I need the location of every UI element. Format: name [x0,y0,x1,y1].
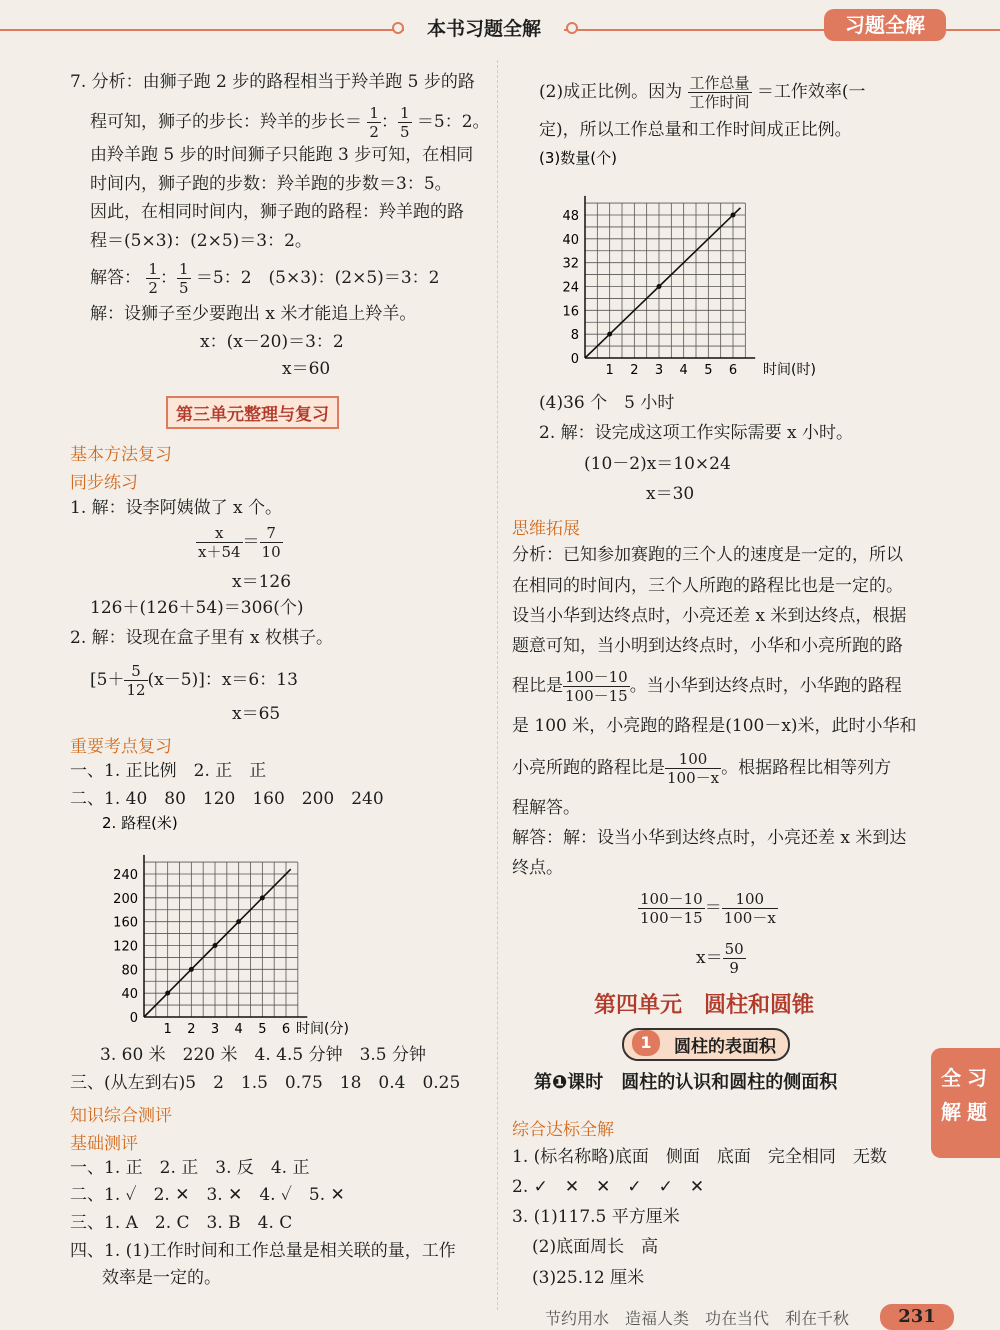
distance-time-chart [80,810,380,1040]
frac-num: 100－10 [565,668,628,686]
thinking-line5-a: 程比是 [512,676,563,696]
unit4-title: 第四单元 圆柱和圆锥 [594,993,815,1018]
frac-den: 5 [399,123,410,141]
x-tick-label: 6 [728,363,738,378]
basic-line3: 三、1. A 2. C 3. B 4. C [70,1213,293,1233]
p1-equation3: 126＋(126＋54)＝306(个) [90,598,304,618]
frac-num: 1 [178,260,189,278]
frac-num: 100 [665,750,721,769]
frac-num: 100－10 [640,890,703,908]
fraction-five-twelfths [124,662,147,699]
p2-eq-part2: (x－5)]：x＝6：13 [147,670,298,690]
y-tick-label: 240 [113,868,138,883]
basic-eval-heading: 基础测评 [70,1134,138,1154]
sync-practice-heading: 同步练习 [70,473,138,493]
x-tick-label: 4 [679,363,688,378]
x-tick-label: 5 [704,363,713,378]
x-axis-label: 时间(时) [763,362,816,378]
lesson-pill [622,1028,790,1061]
fraction-race1 [563,668,630,705]
lesson-number: 1 [632,1030,660,1056]
fraction-race2 [665,750,721,787]
comp-line2: 2. ✓ ✕ ✕ ✓ ✓ ✕ [512,1177,705,1197]
frac-num: 1 [369,104,379,122]
right-line1 [539,74,866,111]
thinking-line6: 是 100 米，小亮跑的路程是(100－x)米，此时小华和 [512,716,917,736]
p1-equation2: x＝126 [232,572,292,592]
fraction-race2 [722,890,778,927]
q7-equation2: x＝60 [282,359,331,379]
x-tick-label: 3 [210,1022,220,1037]
x-tick-label: 2 [630,363,639,378]
data-point [236,919,241,924]
frac-den: 9 [729,959,739,977]
header-title: 本书习题全解 [404,14,564,41]
basic-line1: 一、1. 正 2. 正 3. 反 4. 正 [70,1158,310,1178]
thinking-heading: 思维拓展 [512,519,580,539]
q7-line2: 程可知，狮子的步长：羚羊的步长＝ $\frac{1}{2}$ ： $\frac{1}{5}$ ＝5：2。 [90,104,490,141]
p1-line1: 1. 解：设李阿姨做了 x 个。 [70,498,283,518]
header-badge: 习题全解 [824,9,946,41]
fraction-half [146,260,160,297]
thinking-line8: 程解答。 [512,798,580,818]
p2-eq-part1: [5＋ [90,670,125,690]
frac-den: 5 [178,279,189,297]
fraction-work [688,74,752,111]
frac-den: 2 [369,123,379,141]
x-tick-label: 6 [281,1022,291,1037]
thinking-line2: 在相同的时间内，三个人所跑的路程比也是一定的。 [512,576,903,596]
key-review-heading: 重要考点复习 [70,737,172,757]
x-tick-label: 3 [654,363,664,378]
thinking-line7-b: 。根据路程比相等列方 [721,758,892,778]
y-tick-label: 0 [129,1011,138,1026]
fraction-fifth [177,260,191,297]
frac-den: 100－15 [640,909,703,927]
q7-line5: 因此，在相同时间内，狮子跑的路程：羚羊跑的路 [90,202,464,222]
data-point [189,967,194,972]
y-tick-label: 24 [562,280,579,296]
header-dot-right [566,22,578,34]
comp-line1: 1. (标名称略)底面 侧面 底面 完全相同 无数 [512,1147,887,1167]
thinking-line4: 题意可知，当小明到达终点时，小华和小亮所跑的路 [512,636,903,656]
quantity-time-chart [535,145,865,380]
q7-equation1: x：(x－20)＝3：2 [200,332,344,352]
side-tab [931,1048,1000,1158]
race-solution [696,940,746,977]
page-number: 231 [880,1304,954,1330]
fraction-x50 [723,940,746,977]
q7-line4: 时间内，狮子跑的步数：羚羊跑的步数＝3：5。 [90,174,452,194]
frac-den: 10 [261,543,281,561]
basic-line4: 四、1. (1)工作时间和工作总量是相关联的量，工作 [70,1241,456,1261]
side-tab-char: 习 [967,1066,987,1090]
y-tick-label: 40 [562,232,579,248]
comp-line3: 3. (1)117.5 平方厘米 [512,1207,680,1227]
y-tick-label: 16 [562,304,579,320]
frac-den: 12 [126,681,146,699]
fraction-p1 [196,524,243,561]
y-tick-label: 160 [113,915,138,931]
fraction-p1-right [260,524,283,561]
q7-line2-result: ＝5：2。 [416,112,490,132]
q7-line3: 由羚羊跑 5 步的时间狮子只能跑 3 步可知，在相同 [90,145,474,165]
data-point [607,332,612,337]
frac-num: 5 [124,662,147,681]
basic-line2: 二、1. ✓ 2. ✕ 3. ✕ 4. ✓ 5. ✕ [70,1185,345,1205]
fraction-fifth [398,104,412,141]
key-line3: 3. 60 米 220 米 4. 4.5 分钟 3.5 分钟 [100,1045,427,1065]
right-line2: 定)，所以工作总量和工作时间成正比例。 [539,120,852,140]
y-tick-label: 32 [562,256,579,272]
data-point [260,895,265,900]
fraction-half [367,104,381,141]
frac-den: 100－x [667,769,720,787]
y-tick-label: 80 [121,963,138,979]
p2-line1: 2. 解：设现在盒子里有 x 枚棋子。 [70,628,334,648]
right-line3: (4)36 个 5 小时 [539,393,675,413]
footer-slogan: 节约用水 造福人类 功在当代 利在千秋 [545,1309,850,1328]
comprehensive-heading: 综合达标全解 [512,1120,614,1140]
y-tick-label: 0 [570,352,579,367]
x-tick-label: 1 [605,363,614,378]
thinking-line5-b: 。当小华到达终点时，小华跑的路程 [629,676,902,696]
frac-den: 2 [148,279,158,297]
answer-result: ＝5：2 (5×3)：(2×5)＝3：2 [195,268,440,288]
right-line4: 2. 解：设完成这项工作实际需要 x 小时。 [539,423,854,443]
x-axis-label: 时间(分) [296,1021,349,1037]
side-tab-char: 题 [967,1100,987,1124]
fraction-race1 [638,890,705,927]
data-point [657,284,662,289]
x-equals: x＝ [696,948,723,968]
lesson-subtitle: 第❶课时 圆柱的认识和圆柱的侧面积 [534,1072,838,1093]
key-line1: 一、1. 正比例 2. 正 正 [70,761,267,781]
column-divider [497,60,498,1310]
comp-line5: (3)25.12 厘米 [532,1268,645,1288]
side-tab-char: 解 [941,1100,961,1124]
frac-den: 100－15 [565,687,628,705]
q7-solution: 解：设狮子至少要跑出 x 米才能追上羚羊。 [90,304,417,324]
thinking-line1: 分析：已知参加赛跑的三个人的速度是一定的，所以 [512,545,903,565]
unit3-title: 第三单元整理与复习 [166,396,339,429]
y-tick-label: 200 [113,891,138,907]
right-eq2: x＝30 [646,484,695,504]
y-tick-label: 40 [121,987,138,1003]
data-point [165,991,170,996]
frac-num: 1 [399,104,410,122]
frac-num: x [196,524,243,543]
thinking-line7 [512,750,891,787]
y-axis-label: 2. 路程(米) [102,814,178,832]
answer-label: 解答： [90,268,141,288]
frac-num: 100 [722,890,778,909]
thinking-line3: 设当小华到达终点时，小亮还差 x 米到达终点，根据 [512,606,907,626]
q7-line1: 7. 分析：由狮子跑 2 步的路程相当于羚羊跑 5 步的路 [70,72,475,92]
frac-num: 7 [260,524,283,543]
p2-equation1 [90,662,298,699]
comp-line4: (2)底面周长 高 [532,1237,659,1257]
y-axis-label: (3)数量(个) [539,149,617,167]
x-tick-label: 2 [187,1022,196,1037]
right-line1-text: (2)成正比例。因为 [539,82,683,102]
frac-num: 1 [148,260,158,278]
race-equation: $\frac{100-10}{100-15}$ ＝ $\frac{100}{100-x}$ [640,890,776,927]
key-line4: 三、(从左到右)5 2 1.5 0.75 18 0.4 0.25 [70,1073,461,1093]
y-tick-label: 8 [570,328,579,344]
x-tick-label: 4 [234,1022,243,1037]
p1-equation1: $\frac{x}{x+54}$ ＝ $\frac{7}{10}$ [198,524,281,561]
thinking-line10: 终点。 [512,858,563,878]
data-point [731,213,736,218]
q7-answer: 解答： $\frac{1}{2}$ ： $\frac{1}{5}$ ＝5：2 (5×3)：(2×5)＝3：2 [90,260,440,297]
thinking-line9: 解答：解：设当小华到达终点时，小亮还差 x 米到达 [512,828,907,848]
side-tab-char: 全 [941,1066,961,1090]
frac-den: 工作时间 [689,93,750,111]
frac-num: 工作总量 [689,74,750,92]
header-dot-left [392,22,404,34]
thinking-line5 [512,668,902,705]
frac-den: 100－x [723,909,776,927]
x-tick-label: 1 [163,1022,172,1037]
basic-line5: 效率是一定的。 [102,1268,221,1288]
basic-review-heading: 基本方法复习 [70,445,172,465]
right-eq1: (10－2)x＝10×24 [584,454,731,474]
y-tick-label: 48 [562,209,579,224]
frac-num: 50 [724,940,744,958]
frac-den: x＋54 [198,543,241,561]
comprehensive-eval-heading: 知识综合测评 [70,1106,172,1126]
p2-equation2: x＝65 [232,704,281,724]
q7-line2-text: 程可知，狮子的步长：羚羊的步长＝ [90,112,362,132]
data-point [213,943,218,948]
thinking-line7-a: 小亮所跑的路程比是 [512,758,665,778]
key-line2: 二、1. 40 80 120 160 200 240 [70,789,384,809]
x-tick-label: 5 [258,1022,267,1037]
lesson-name: 圆柱的表面积 [674,1037,776,1057]
y-tick-label: 120 [113,939,138,955]
q7-line6: 程＝(5×3)：(2×5)＝3：2。 [90,231,312,251]
right-line1-end: ＝工作效率(一 [756,82,866,102]
